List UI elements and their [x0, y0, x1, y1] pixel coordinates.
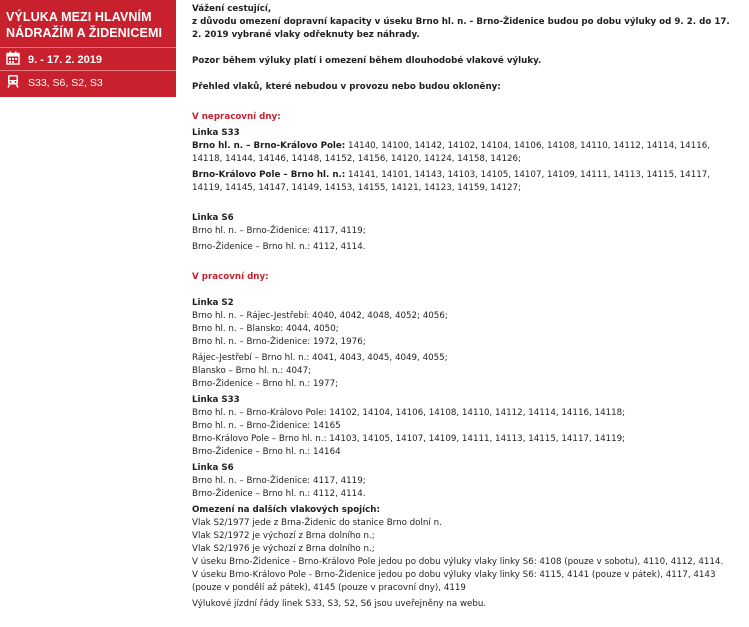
- line-s33-title: Linka S33: [192, 395, 240, 405]
- route-entry: Brno-Židenice – Brno hl. n.: 4112, 4114.: [192, 242, 366, 252]
- calendar-icon: [6, 51, 28, 68]
- route-entry: [192, 140, 742, 166]
- route-entry: Brno hl. n. – Brno-Židenice: 4117, 4119;: [192, 476, 366, 486]
- route-entry: Blansko – Brno hl. n.: 4047;: [192, 366, 312, 376]
- line-s2-title: Linka S2: [192, 298, 234, 308]
- lines-row: [6, 74, 103, 91]
- train-numbers: 14140, 14100, 14142, 14102, 14104, 14106, 14108, 14110, 14112, 14114, 14116, 14118, 14144, 14146, 14148, 14152, 14156, 14120, 14124, 14158, 14126;: [192, 141, 711, 164]
- route-entry: Brno hl. n. – Brno-Židenice: 1972, 1976;: [192, 337, 366, 347]
- line-s6-title: Linka S6: [192, 213, 234, 223]
- route-entry: [192, 169, 742, 195]
- train-numbers: 14141, 14101, 14143, 14103, 14105, 14107, 14109, 14111, 14113, 14115, 14117, 14119, 14145, 14147, 14149, 14153, 14155, 14121, 14123, 14159, 14127;: [192, 170, 711, 193]
- warning-notice: Pozor během výluky platí i omezení během dlouhodobé vlakové výluky.: [192, 56, 542, 66]
- route-entry: Brno-Královo Pole – Brno hl. n.: 14103, 14105, 14107, 14109, 14111, 14113, 14115, 14117, 14119;: [192, 434, 626, 444]
- sidebar-banner: [0, 0, 176, 97]
- overview-heading: Přehled vlaků, které nebudou v provozu nebo budou okloněny:: [192, 82, 501, 92]
- greeting: Vážení cestující,: [192, 4, 272, 14]
- route-entry: Brno-Židenice – Brno hl. n.: 4112, 4114.: [192, 489, 366, 499]
- route-entry: Brno hl. n. – Brno-Židenice: 14165: [192, 421, 341, 431]
- limit-entry: Vlak S2/1976 je výchozí z Brna dolního n.;: [192, 544, 375, 554]
- route-name: Brno-Královo Pole – Brno hl. n.:: [192, 170, 346, 180]
- limit-entry: Vlak S2/1977 jede z Brna-Židenic do stanice Brno dolní n.: [192, 518, 442, 528]
- divider: [0, 70, 176, 71]
- date-row: [6, 51, 102, 68]
- limit-entry: Vlak S2/1972 je výchozí z Brna dolního n.;: [192, 531, 375, 541]
- working-days-heading: V pracovní dny:: [192, 272, 269, 282]
- other-limits-title: Omezení na dalších vlakových spojích:: [192, 505, 380, 515]
- train-icon: [6, 74, 28, 91]
- route-name: Brno hl. n. – Brno-Královo Pole:: [192, 141, 346, 151]
- nonworking-days-heading: V nepracovní dny:: [192, 112, 281, 122]
- notice-content: [192, 3, 742, 611]
- route-entry: Rájec-Jestřebí – Brno hl. n.: 4041, 4043, 4045, 4049, 4055;: [192, 353, 448, 363]
- route-entry: Brno hl. n. – Blansko: 4044, 4050;: [192, 324, 339, 334]
- date-range: 9. - 17. 2. 2019: [28, 53, 102, 66]
- limit-entry: V úseku Brno-Královo Pole - Brno-Židenice jedou po dobu výluky vlaky linky S6: 4115, 4141 (pouze v pátek), 4117, 4143 (pouze v pondělí až pátek), 4145 (pouze v pracovní dny), 4119: [192, 570, 716, 593]
- line-s6-title: Linka S6: [192, 463, 234, 473]
- divider: [0, 47, 176, 48]
- intro-text: z důvodu omezení dopravní kapacity v úseku Brno hl. n. - Brno-Židenice budou po dobu výluky od 9. 2. do 17. 2. 2019 vybrané vlaky odřeknuty bez náhrady.: [192, 17, 730, 40]
- line-s33-title: Linka S33: [192, 128, 240, 138]
- route-entry: Brno hl. n. – Rájec-Jestřebí: 4040, 4042, 4048, 4052; 4056;: [192, 311, 448, 321]
- route-entry: Brno hl. n. – Brno-Židenice: 4117, 4119;: [192, 226, 366, 236]
- route-entry: Brno-Židenice – Brno hl. n.: 1977;: [192, 379, 339, 389]
- limit-entry: V úseku Brno-Židenice - Brno-Královo Pole jedou po dobu výluky vlaky linky S6: 4108 (pouze v sobotu), 4110, 4112, 4114.: [192, 557, 724, 567]
- banner-title: VÝLUKA MEZI HLAVNÍM NÁDRAŽÍM A ŽIDENICEMI: [6, 10, 163, 40]
- route-entry: Brno-Židenice – Brno hl. n.: 14164: [192, 447, 341, 457]
- affected-lines: S33, S6, S2, S3: [28, 76, 103, 89]
- route-entry: Brno hl. n. – Brno-Královo Pole: 14102, 14104, 14106, 14108, 14110, 14112, 14114, 14116, 14118;: [192, 408, 626, 418]
- footer-note: Výlukové jízdní řády linek S33, S3, S2, S6 jsou uveřejněny na webu.: [192, 599, 487, 609]
